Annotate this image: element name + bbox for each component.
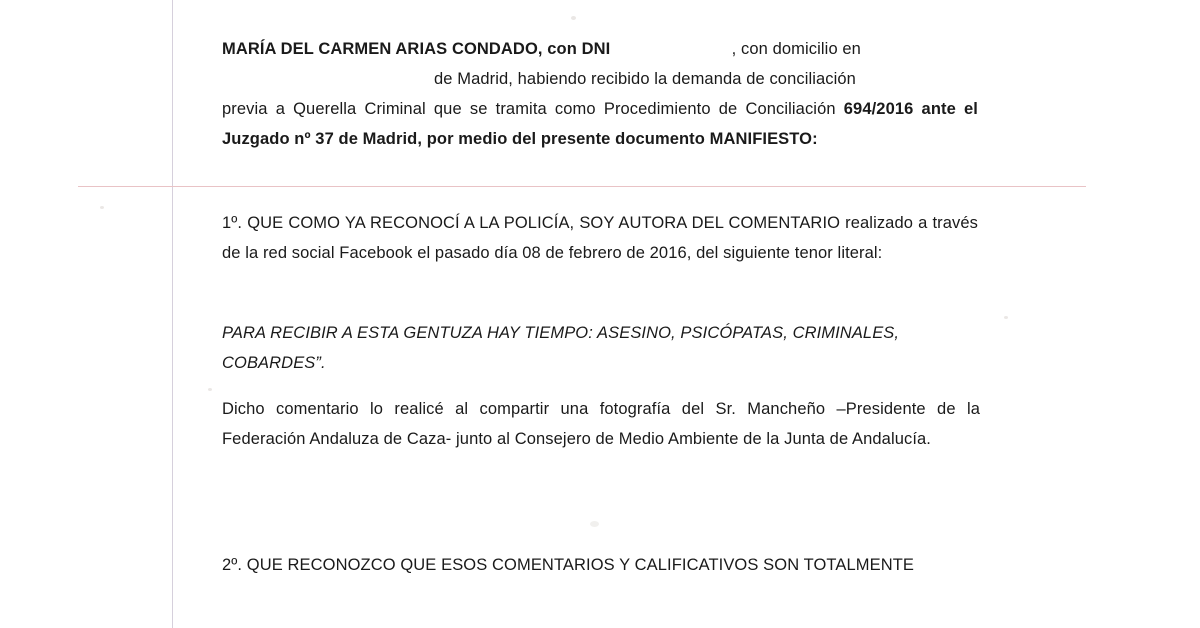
scan-speckle [1004, 316, 1008, 319]
scan-speckle [571, 16, 576, 20]
section-1-paragraph [222, 208, 978, 268]
quoted-comment-text: PARA RECIBIR A ESTA GENTUZA HAY TIEMPO: ASESINO, PSICÓPATAS, CRIMINALES, COBARDES”. [222, 324, 900, 372]
scan-speckle [590, 521, 599, 527]
heading-line-2: de Madrid, habiendo recibido la demanda de conciliación [434, 70, 856, 88]
heading-after-redaction: , con domicilio en [731, 40, 861, 58]
document-heading-block [222, 34, 978, 154]
description-block [222, 394, 980, 454]
heading-paragraph [222, 34, 978, 154]
section-2 [222, 550, 982, 580]
scan-speckle [100, 206, 104, 209]
scan-speckle [208, 388, 212, 391]
description-text: Dicho comentario lo realicé al compartir una fotografía del Sr. Mancheño –Presidente de la Federación Andaluza de Caza- junto al Consejero de Medio Ambiente de la Junta de Andalucía. [222, 400, 980, 448]
quoted-comment [222, 318, 982, 378]
section-1-text: QUE COMO YA RECONOCÍ A LA POLICÍA, SOY AUTORA DEL COMENTARIO realizado a través de la red social Facebook el pasado día 08 de febrero de 2016, del siguiente tenor literal: [222, 214, 978, 262]
heading-line-3: previa a Querella Criminal que se tramita como Procedimiento de Conciliación [222, 100, 836, 118]
page-margin-line [172, 0, 173, 628]
section-1-marker: 1º. [222, 214, 243, 232]
heading-manifiesto: MANIFIESTO: [709, 130, 818, 148]
section-2-paragraph [222, 550, 982, 580]
section-2-marker: 2º. [222, 556, 243, 574]
heading-line-4: 694/2016 ante el Juzgado nº 37 de Madrid, por medio del presente documento [222, 100, 978, 148]
section-1 [222, 208, 978, 268]
declarant-name-and-dni: MARÍA DEL CARMEN ARIAS CONDADO, con DNI [222, 40, 611, 58]
section-2-text: QUE RECONOZCO QUE ESOS COMENTARIOS Y CALIFICATIVOS SON TOTALMENTE [246, 556, 914, 574]
pink-horizontal-rule [78, 186, 1086, 187]
